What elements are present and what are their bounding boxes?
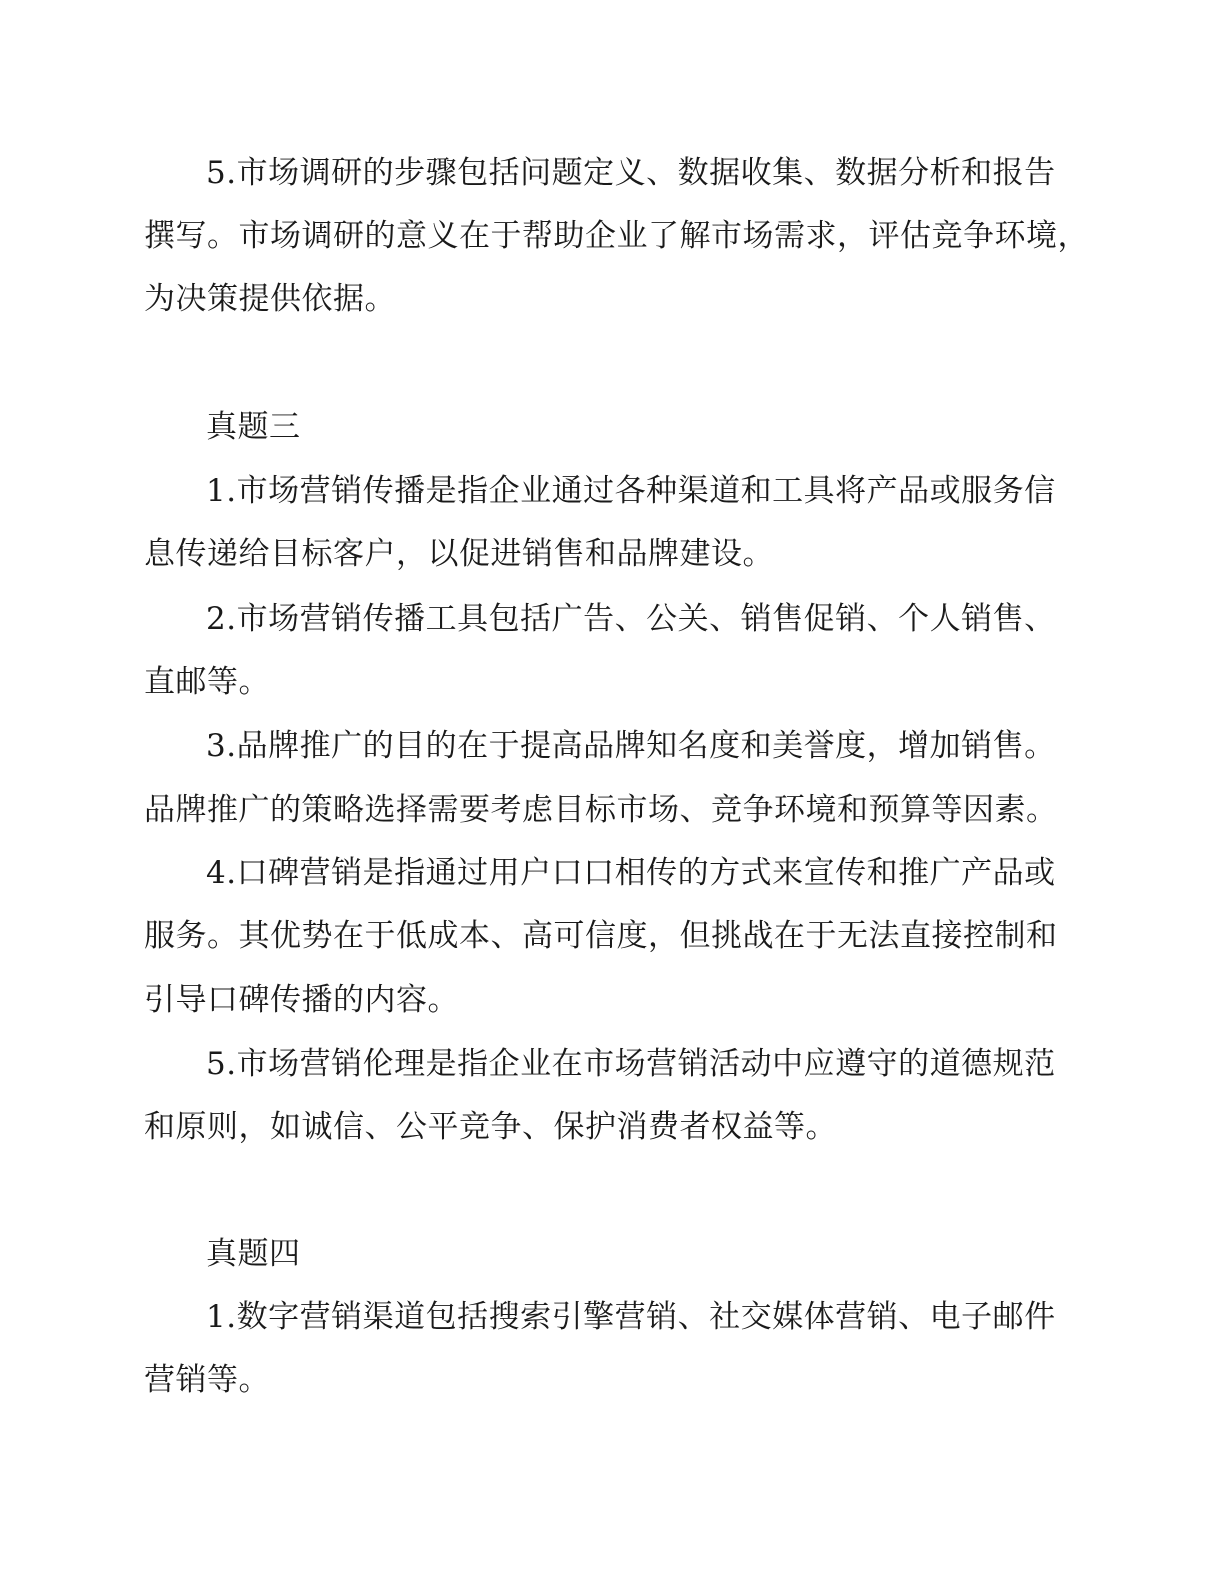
text-line: 营销等。: [144, 1362, 270, 1398]
text-line: 1.数字营销渠道包括搜索引擎营销、社交媒体营销、电子邮件: [206, 1299, 1056, 1335]
text-line: 品牌推广的策略选择需要考虑目标市场、竞争环境和预算等因素。: [144, 792, 1058, 828]
text-line: 1.市场营销传播是指企业通过各种渠道和工具将产品或服务信: [206, 473, 1056, 509]
text-line: 5.市场营销伦理是指企业在市场营销活动中应遵守的道德规范: [206, 1046, 1056, 1082]
text-line: 2.市场营销传播工具包括广告、公关、销售促销、个人销售、: [206, 601, 1056, 637]
text-line: 撰写。市场调研的意义在于帮助企业了解市场需求，评估竞争环境，: [144, 218, 1089, 254]
section-heading: 真题四: [206, 1236, 301, 1272]
text-line: 引导口碑传播的内容。: [144, 982, 459, 1018]
text-line: 服务。其优势在于低成本、高可信度，但挑战在于无法直接控制和: [144, 918, 1058, 954]
text-line: 和原则，如诚信、公平竞争、保护消费者权益等。: [144, 1109, 837, 1145]
text-line: 3.品牌推广的目的在于提高品牌知名度和美誉度，增加销售。: [206, 728, 1056, 764]
text-line: 5.市场调研的步骤包括问题定义、数据收集、数据分析和报告: [206, 155, 1056, 191]
section-heading: 真题三: [206, 409, 301, 445]
text-line: 息传递给目标客户，以促进销售和品牌建设。: [144, 536, 774, 572]
text-line: 4.口碑营销是指通过用户口口相传的方式来宣传和推广产品或: [206, 855, 1056, 891]
text-line: 直邮等。: [144, 664, 270, 700]
text-line: 为决策提供依据。: [144, 281, 396, 317]
